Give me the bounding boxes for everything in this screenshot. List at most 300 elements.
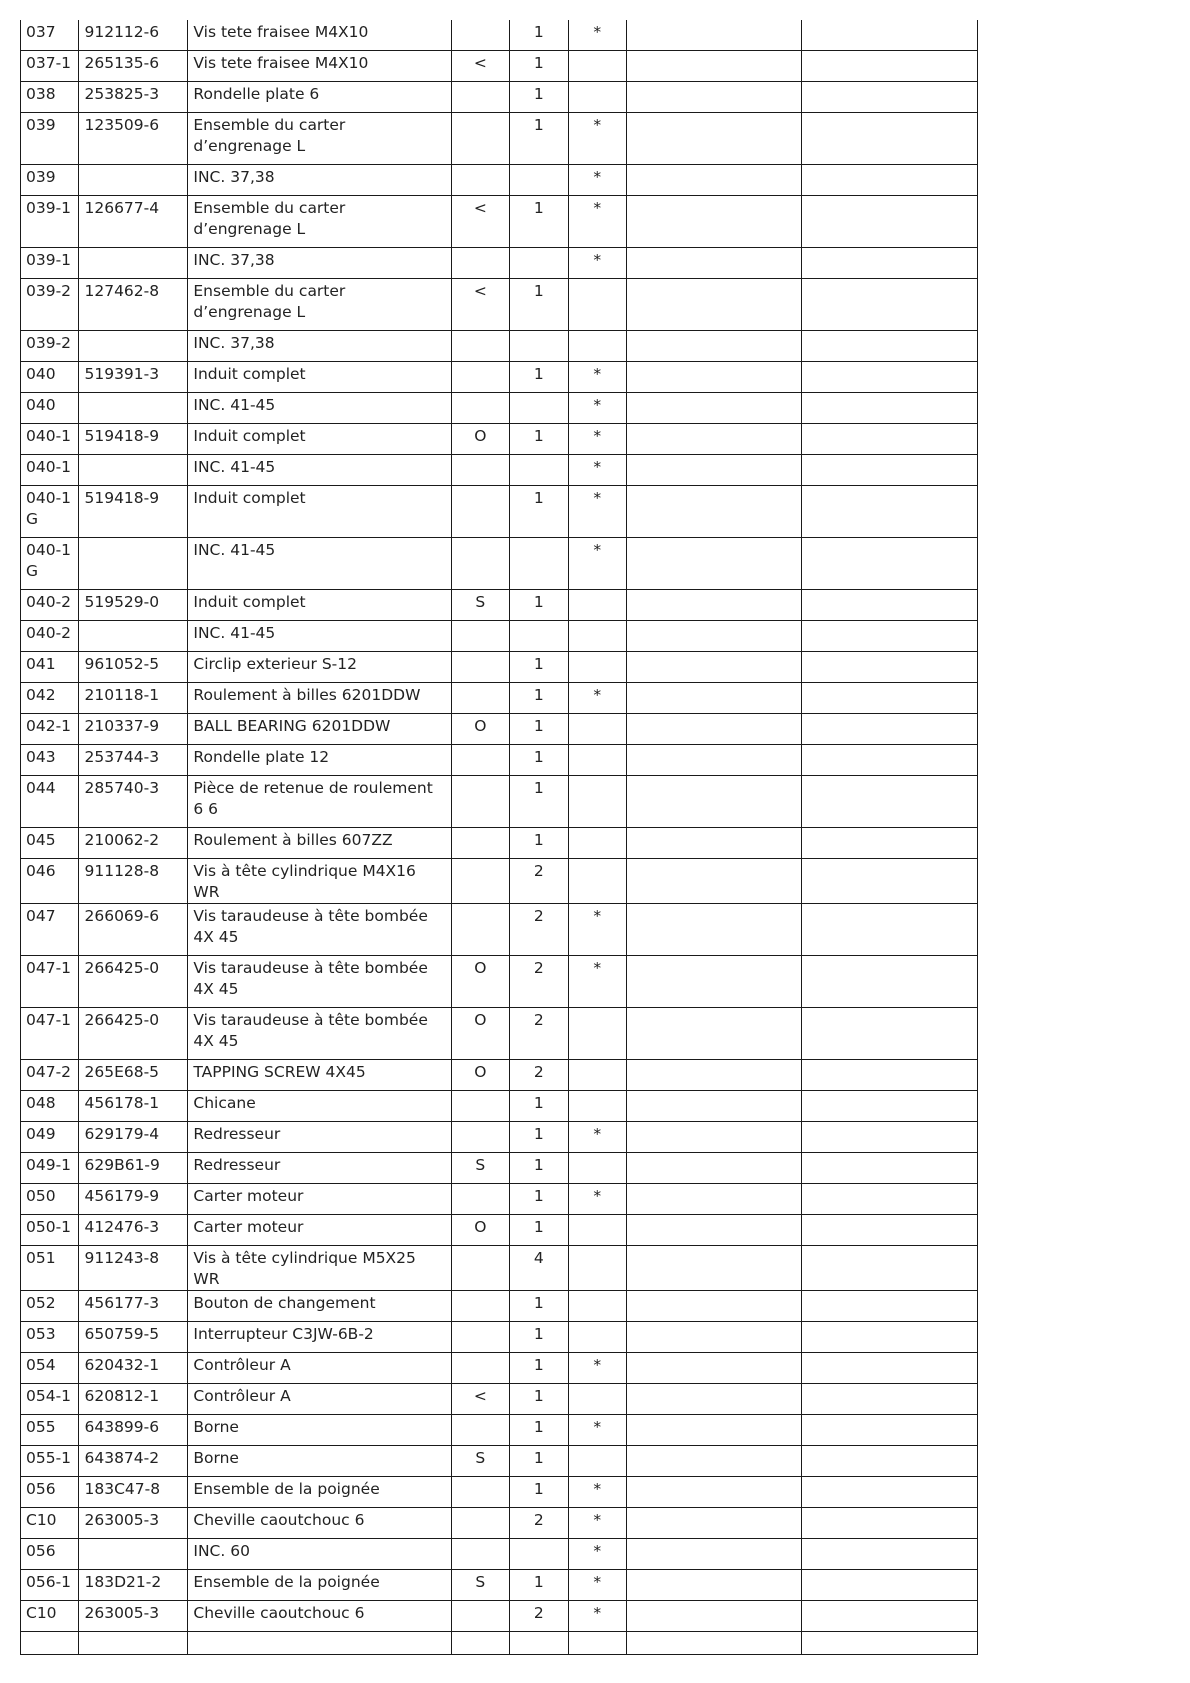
mark-cell bbox=[568, 51, 626, 82]
note-cell: S bbox=[451, 1153, 509, 1184]
empty-cell bbox=[627, 1184, 802, 1215]
description-cell: Cheville caoutchouc 6 bbox=[188, 1601, 451, 1632]
note-cell: < bbox=[451, 279, 509, 331]
quantity-cell: 1 bbox=[510, 1353, 568, 1384]
table-row bbox=[21, 1477, 978, 1508]
empty-cell bbox=[802, 20, 978, 51]
quantity-cell: 1 bbox=[510, 776, 568, 828]
quantity-cell: 1 bbox=[510, 1384, 568, 1415]
quantity-cell: 1 bbox=[510, 1215, 568, 1246]
mark-cell: * bbox=[568, 455, 626, 486]
mark-cell: * bbox=[568, 20, 626, 51]
empty-cell bbox=[802, 904, 978, 956]
mark-cell: * bbox=[568, 393, 626, 424]
empty-cell bbox=[627, 1477, 802, 1508]
part-number-cell: 253825-3 bbox=[79, 82, 188, 113]
part-number-cell: 210118-1 bbox=[79, 683, 188, 714]
reference-cell: 054 bbox=[21, 1353, 79, 1384]
empty-cell bbox=[627, 196, 802, 248]
empty-cell bbox=[802, 1508, 978, 1539]
note-cell bbox=[451, 82, 509, 113]
note-cell: O bbox=[451, 1215, 509, 1246]
quantity-cell: 2 bbox=[510, 904, 568, 956]
description-cell: Rondelle plate 12 bbox=[188, 745, 451, 776]
mark-cell bbox=[568, 1291, 626, 1322]
quantity-cell: 2 bbox=[510, 1601, 568, 1632]
description-cell: Induit complet bbox=[188, 424, 451, 455]
description-cell: Redresseur bbox=[188, 1153, 451, 1184]
parts-table bbox=[20, 20, 978, 1655]
note-cell bbox=[451, 859, 509, 904]
empty-cell bbox=[627, 1215, 802, 1246]
empty-cell bbox=[802, 683, 978, 714]
mark-cell: * bbox=[568, 486, 626, 538]
empty-cell bbox=[802, 538, 978, 590]
empty-cell bbox=[802, 1184, 978, 1215]
description-cell: Ensemble de la poignée bbox=[188, 1570, 451, 1601]
quantity-cell bbox=[510, 455, 568, 486]
table-row bbox=[21, 714, 978, 745]
mark-cell bbox=[568, 714, 626, 745]
reference-cell: 042 bbox=[21, 683, 79, 714]
table-row bbox=[21, 1322, 978, 1353]
empty-cell bbox=[627, 1060, 802, 1091]
table-row bbox=[21, 1415, 978, 1446]
quantity-cell: 1 bbox=[510, 1322, 568, 1353]
empty-cell bbox=[802, 859, 978, 904]
quantity-cell: 1 bbox=[510, 82, 568, 113]
empty-cell bbox=[802, 113, 978, 165]
description-cell: Carter moteur bbox=[188, 1215, 451, 1246]
table-row bbox=[21, 683, 978, 714]
table-row bbox=[21, 1215, 978, 1246]
note-cell bbox=[451, 621, 509, 652]
part-number-cell bbox=[79, 455, 188, 486]
note-cell bbox=[451, 904, 509, 956]
mark-cell bbox=[568, 1246, 626, 1291]
table-row bbox=[21, 1384, 978, 1415]
empty-cell bbox=[627, 393, 802, 424]
note-cell bbox=[451, 331, 509, 362]
mark-cell bbox=[568, 1060, 626, 1091]
empty-cell bbox=[510, 1632, 568, 1655]
description-cell: Ensemble de la poignée bbox=[188, 1477, 451, 1508]
empty-cell bbox=[627, 828, 802, 859]
part-number-cell: 620432-1 bbox=[79, 1353, 188, 1384]
empty-cell bbox=[627, 165, 802, 196]
reference-cell: 051 bbox=[21, 1246, 79, 1291]
note-cell: O bbox=[451, 1060, 509, 1091]
empty-cell bbox=[802, 1477, 978, 1508]
empty-cell bbox=[802, 1291, 978, 1322]
empty-cell bbox=[627, 1008, 802, 1060]
description-cell: Induit complet bbox=[188, 590, 451, 621]
empty-cell bbox=[627, 714, 802, 745]
table-row bbox=[21, 1508, 978, 1539]
part-number-cell: 961052-5 bbox=[79, 652, 188, 683]
quantity-cell: 1 bbox=[510, 714, 568, 745]
table-row bbox=[21, 20, 978, 51]
empty-cell bbox=[627, 424, 802, 455]
part-number-cell: 263005-3 bbox=[79, 1601, 188, 1632]
table-row bbox=[21, 455, 978, 486]
reference-cell: 056 bbox=[21, 1477, 79, 1508]
description-cell: Induit complet bbox=[188, 486, 451, 538]
quantity-cell bbox=[510, 331, 568, 362]
mark-cell bbox=[568, 82, 626, 113]
reference-cell: 043 bbox=[21, 745, 79, 776]
empty-cell bbox=[627, 1384, 802, 1415]
reference-cell: C10 bbox=[21, 1508, 79, 1539]
description-cell: BALL BEARING 6201DDW bbox=[188, 714, 451, 745]
table-row bbox=[21, 165, 978, 196]
reference-cell: 040-1 G bbox=[21, 538, 79, 590]
note-cell bbox=[451, 393, 509, 424]
empty-cell bbox=[627, 956, 802, 1008]
empty-cell bbox=[802, 590, 978, 621]
part-number-cell: 266069-6 bbox=[79, 904, 188, 956]
description-cell: INC. 37,38 bbox=[188, 248, 451, 279]
description-cell: Borne bbox=[188, 1415, 451, 1446]
table-row bbox=[21, 538, 978, 590]
empty-cell bbox=[802, 424, 978, 455]
part-number-cell: 456178-1 bbox=[79, 1091, 188, 1122]
empty-cell bbox=[627, 331, 802, 362]
empty-cell bbox=[802, 1353, 978, 1384]
reference-cell: 039-2 bbox=[21, 279, 79, 331]
note-cell bbox=[451, 1477, 509, 1508]
quantity-cell: 4 bbox=[510, 1246, 568, 1291]
table-row bbox=[21, 1570, 978, 1601]
note-cell bbox=[451, 248, 509, 279]
part-number-cell: 265E68-5 bbox=[79, 1060, 188, 1091]
quantity-cell: 1 bbox=[510, 828, 568, 859]
reference-cell: 050 bbox=[21, 1184, 79, 1215]
empty-cell bbox=[802, 1570, 978, 1601]
reference-cell: 040-1 bbox=[21, 455, 79, 486]
mark-cell bbox=[568, 331, 626, 362]
reference-cell: 039 bbox=[21, 165, 79, 196]
reference-cell: 039-1 bbox=[21, 248, 79, 279]
empty-cell bbox=[802, 165, 978, 196]
mark-cell bbox=[568, 1091, 626, 1122]
description-cell: Vis taraudeuse à tête bombée 4X 45 bbox=[188, 1008, 451, 1060]
part-number-cell: 127462-8 bbox=[79, 279, 188, 331]
note-cell: S bbox=[451, 1570, 509, 1601]
table-row bbox=[21, 1539, 978, 1570]
empty-cell bbox=[802, 652, 978, 683]
empty-cell bbox=[802, 1415, 978, 1446]
mark-cell: * bbox=[568, 362, 626, 393]
part-number-cell: 519391-3 bbox=[79, 362, 188, 393]
table-row bbox=[21, 1291, 978, 1322]
mark-cell: * bbox=[568, 1539, 626, 1570]
part-number-cell bbox=[79, 393, 188, 424]
mark-cell: * bbox=[568, 165, 626, 196]
reference-cell: 055-1 bbox=[21, 1446, 79, 1477]
mark-cell bbox=[568, 745, 626, 776]
empty-cell bbox=[627, 683, 802, 714]
reference-cell: 056-1 bbox=[21, 1570, 79, 1601]
empty-cell bbox=[802, 745, 978, 776]
reference-cell: 039-2 bbox=[21, 331, 79, 362]
table-row bbox=[21, 248, 978, 279]
mark-cell: * bbox=[568, 1415, 626, 1446]
table-row bbox=[21, 828, 978, 859]
note-cell bbox=[451, 1091, 509, 1122]
note-cell bbox=[451, 1322, 509, 1353]
table-row bbox=[21, 1153, 978, 1184]
table-row bbox=[21, 956, 978, 1008]
reference-cell: 047 bbox=[21, 904, 79, 956]
empty-cell bbox=[627, 590, 802, 621]
mark-cell bbox=[568, 776, 626, 828]
part-number-cell: 650759-5 bbox=[79, 1322, 188, 1353]
parts-table-body bbox=[21, 20, 978, 1655]
description-cell: Rondelle plate 6 bbox=[188, 82, 451, 113]
empty-cell bbox=[627, 1539, 802, 1570]
quantity-cell: 1 bbox=[510, 113, 568, 165]
quantity-cell bbox=[510, 393, 568, 424]
empty-cell bbox=[627, 279, 802, 331]
description-cell: INC. 41-45 bbox=[188, 538, 451, 590]
description-cell: Vis à tête cylindrique M4X16 WR bbox=[188, 859, 451, 904]
mark-cell bbox=[568, 828, 626, 859]
table-row bbox=[21, 51, 978, 82]
reference-cell: C10 bbox=[21, 1601, 79, 1632]
part-number-cell: 266425-0 bbox=[79, 1008, 188, 1060]
empty-cell bbox=[627, 1246, 802, 1291]
empty-cell bbox=[627, 745, 802, 776]
mark-cell bbox=[568, 859, 626, 904]
empty-cell bbox=[627, 486, 802, 538]
reference-cell: 044 bbox=[21, 776, 79, 828]
empty-cell bbox=[802, 248, 978, 279]
note-cell bbox=[451, 113, 509, 165]
mark-cell: * bbox=[568, 113, 626, 165]
empty-cell bbox=[802, 1060, 978, 1091]
description-cell: Vis tete fraisee M4X10 bbox=[188, 20, 451, 51]
quantity-cell: 1 bbox=[510, 1153, 568, 1184]
part-number-cell: 210062-2 bbox=[79, 828, 188, 859]
quantity-cell: 1 bbox=[510, 1291, 568, 1322]
empty-cell bbox=[627, 776, 802, 828]
reference-cell: 055 bbox=[21, 1415, 79, 1446]
description-cell: Contrôleur A bbox=[188, 1384, 451, 1415]
empty-cell bbox=[627, 538, 802, 590]
mark-cell: * bbox=[568, 1601, 626, 1632]
note-cell: O bbox=[451, 424, 509, 455]
mark-cell: * bbox=[568, 956, 626, 1008]
reference-cell: 041 bbox=[21, 652, 79, 683]
mark-cell bbox=[568, 1384, 626, 1415]
empty-cell bbox=[802, 1091, 978, 1122]
mark-cell bbox=[568, 621, 626, 652]
empty-cell bbox=[627, 113, 802, 165]
empty-cell bbox=[802, 714, 978, 745]
note-cell bbox=[451, 776, 509, 828]
empty-cell bbox=[451, 1632, 509, 1655]
description-cell: INC. 60 bbox=[188, 1539, 451, 1570]
mark-cell bbox=[568, 1008, 626, 1060]
note-cell bbox=[451, 1415, 509, 1446]
reference-cell: 037 bbox=[21, 20, 79, 51]
note-cell bbox=[451, 1184, 509, 1215]
description-cell: Cheville caoutchouc 6 bbox=[188, 1508, 451, 1539]
empty-cell bbox=[627, 455, 802, 486]
mark-cell bbox=[568, 1446, 626, 1477]
reference-cell: 039-1 bbox=[21, 196, 79, 248]
note-cell: O bbox=[451, 956, 509, 1008]
empty-cell bbox=[627, 20, 802, 51]
quantity-cell: 1 bbox=[510, 279, 568, 331]
note-cell bbox=[451, 1246, 509, 1291]
table-row bbox=[21, 362, 978, 393]
part-number-cell: 629B61-9 bbox=[79, 1153, 188, 1184]
description-cell: INC. 41-45 bbox=[188, 455, 451, 486]
table-row bbox=[21, 196, 978, 248]
note-cell: < bbox=[451, 1384, 509, 1415]
quantity-cell: 1 bbox=[510, 486, 568, 538]
part-number-cell: 123509-6 bbox=[79, 113, 188, 165]
part-number-cell: 629179-4 bbox=[79, 1122, 188, 1153]
reference-cell: 040-2 bbox=[21, 590, 79, 621]
mark-cell: * bbox=[568, 196, 626, 248]
description-cell: Vis taraudeuse à tête bombée 4X 45 bbox=[188, 956, 451, 1008]
part-number-cell: 210337-9 bbox=[79, 714, 188, 745]
empty-cell bbox=[627, 51, 802, 82]
quantity-cell: 1 bbox=[510, 1477, 568, 1508]
table-row bbox=[21, 279, 978, 331]
description-cell: Roulement à billes 6201DDW bbox=[188, 683, 451, 714]
quantity-cell: 1 bbox=[510, 683, 568, 714]
note-cell: O bbox=[451, 714, 509, 745]
empty-cell bbox=[21, 1632, 79, 1655]
part-number-cell: 253744-3 bbox=[79, 745, 188, 776]
mark-cell: * bbox=[568, 248, 626, 279]
description-cell: Borne bbox=[188, 1446, 451, 1477]
empty-cell bbox=[802, 196, 978, 248]
empty-cell bbox=[627, 621, 802, 652]
description-cell: Interrupteur C3JW-6B-2 bbox=[188, 1322, 451, 1353]
quantity-cell: 1 bbox=[510, 1446, 568, 1477]
quantity-cell bbox=[510, 621, 568, 652]
note-cell: S bbox=[451, 590, 509, 621]
table-row bbox=[21, 424, 978, 455]
note-cell bbox=[451, 1353, 509, 1384]
empty-cell bbox=[627, 362, 802, 393]
mark-cell: * bbox=[568, 1570, 626, 1601]
note-cell bbox=[451, 362, 509, 393]
description-cell: Pièce de retenue de roulement 6 6 bbox=[188, 776, 451, 828]
empty-cell bbox=[627, 859, 802, 904]
empty-cell bbox=[802, 776, 978, 828]
mark-cell bbox=[568, 1153, 626, 1184]
table-row bbox=[21, 1601, 978, 1632]
empty-cell bbox=[802, 486, 978, 538]
empty-cell bbox=[627, 1291, 802, 1322]
mark-cell: * bbox=[568, 1122, 626, 1153]
empty-cell bbox=[627, 1570, 802, 1601]
quantity-cell bbox=[510, 538, 568, 590]
note-cell: < bbox=[451, 51, 509, 82]
mark-cell: * bbox=[568, 1184, 626, 1215]
quantity-cell: 1 bbox=[510, 362, 568, 393]
quantity-cell: 1 bbox=[510, 652, 568, 683]
empty-cell bbox=[627, 1601, 802, 1632]
description-cell: Vis à tête cylindrique M5X25 WR bbox=[188, 1246, 451, 1291]
table-row bbox=[21, 1446, 978, 1477]
part-number-cell bbox=[79, 248, 188, 279]
table-row bbox=[21, 1246, 978, 1291]
empty-cell bbox=[802, 362, 978, 393]
mark-cell bbox=[568, 1215, 626, 1246]
note-cell bbox=[451, 538, 509, 590]
quantity-cell: 1 bbox=[510, 51, 568, 82]
description-cell: Ensemble du carter d’engrenage L bbox=[188, 196, 451, 248]
part-number-cell: 263005-3 bbox=[79, 1508, 188, 1539]
reference-cell: 038 bbox=[21, 82, 79, 113]
part-number-cell bbox=[79, 165, 188, 196]
quantity-cell: 1 bbox=[510, 1091, 568, 1122]
table-row bbox=[21, 1008, 978, 1060]
part-number-cell: 456179-9 bbox=[79, 1184, 188, 1215]
empty-cell bbox=[802, 331, 978, 362]
quantity-cell: 1 bbox=[510, 745, 568, 776]
mark-cell: * bbox=[568, 1508, 626, 1539]
reference-cell: 042-1 bbox=[21, 714, 79, 745]
mark-cell: * bbox=[568, 683, 626, 714]
table-row bbox=[21, 776, 978, 828]
empty-cell bbox=[627, 1122, 802, 1153]
table-row bbox=[21, 486, 978, 538]
table-row bbox=[21, 331, 978, 362]
part-number-cell: 911243-8 bbox=[79, 1246, 188, 1291]
note-cell bbox=[451, 652, 509, 683]
empty-cell bbox=[627, 82, 802, 113]
part-number-cell: 620812-1 bbox=[79, 1384, 188, 1415]
part-number-cell: 643899-6 bbox=[79, 1415, 188, 1446]
part-number-cell bbox=[79, 538, 188, 590]
table-row bbox=[21, 113, 978, 165]
mark-cell: * bbox=[568, 538, 626, 590]
empty-cell bbox=[802, 621, 978, 652]
description-cell: Vis tete fraisee M4X10 bbox=[188, 51, 451, 82]
part-number-cell: 519529-0 bbox=[79, 590, 188, 621]
quantity-cell bbox=[510, 1539, 568, 1570]
note-cell bbox=[451, 683, 509, 714]
part-number-cell: 183C47-8 bbox=[79, 1477, 188, 1508]
part-number-cell: 412476-3 bbox=[79, 1215, 188, 1246]
note-cell: O bbox=[451, 1008, 509, 1060]
table-row bbox=[21, 590, 978, 621]
description-cell: Circlip exterieur S-12 bbox=[188, 652, 451, 683]
part-number-cell: 643874-2 bbox=[79, 1446, 188, 1477]
description-cell: INC. 41-45 bbox=[188, 393, 451, 424]
quantity-cell: 2 bbox=[510, 1008, 568, 1060]
quantity-cell: 1 bbox=[510, 196, 568, 248]
part-number-cell: 911128-8 bbox=[79, 859, 188, 904]
empty-cell bbox=[802, 1322, 978, 1353]
note-cell bbox=[451, 20, 509, 51]
empty-cell bbox=[802, 1384, 978, 1415]
empty-cell bbox=[627, 1353, 802, 1384]
part-number-cell: 519418-9 bbox=[79, 424, 188, 455]
empty-cell bbox=[802, 1446, 978, 1477]
table-row bbox=[21, 393, 978, 424]
quantity-cell: 2 bbox=[510, 859, 568, 904]
reference-cell: 040-1 G bbox=[21, 486, 79, 538]
